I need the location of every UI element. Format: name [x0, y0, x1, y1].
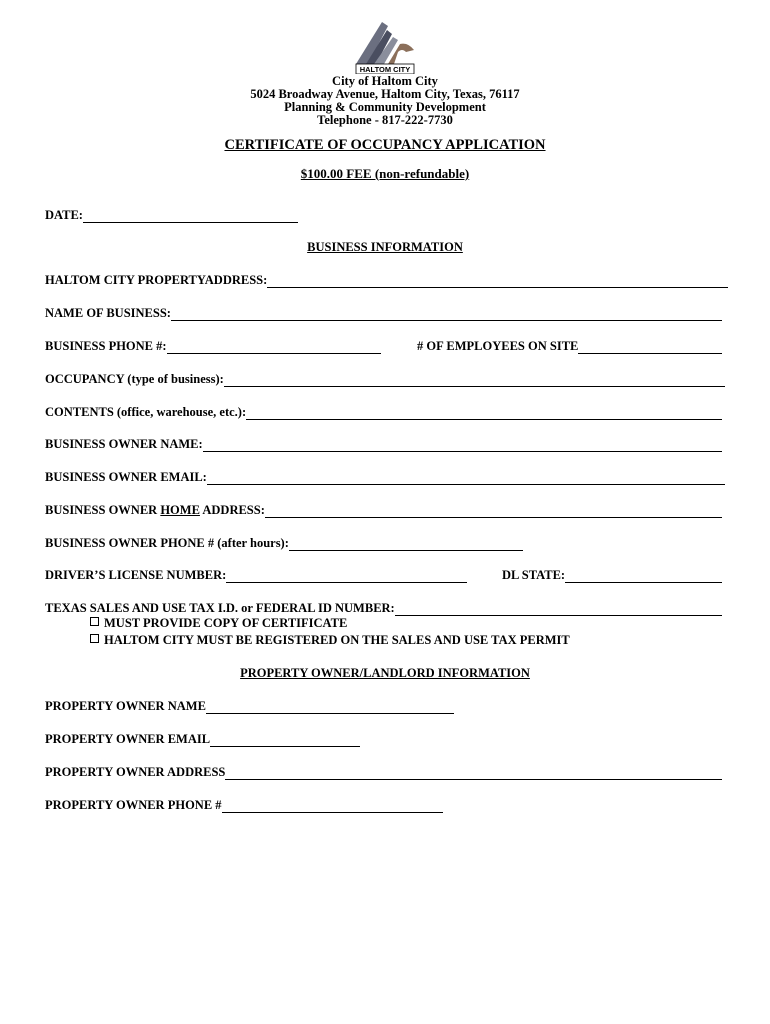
employees-field[interactable] [578, 341, 722, 354]
owner-email-row [45, 469, 722, 485]
department-name: Planning & Community Development [284, 100, 486, 114]
owner-name-field[interactable] [203, 439, 722, 452]
property-owner-name-field[interactable] [206, 701, 454, 714]
owner-phone-label: BUSINESS OWNER PHONE # (after hours): [45, 536, 289, 550]
occupancy-row [45, 371, 722, 387]
property-address-field[interactable] [267, 275, 728, 288]
checkbox[interactable] [90, 617, 99, 626]
owner-phone-field[interactable] [289, 538, 523, 551]
logo-text: HALTOM CITY [359, 65, 411, 74]
property-address-row [45, 272, 722, 288]
owner-name-row [45, 436, 722, 452]
form-title: CERTIFICATE OF OCCUPANCY APPLICATION [224, 137, 546, 153]
occupancy-label: OCCUPANCY (type of business): [45, 372, 224, 386]
dl-state-field[interactable] [565, 570, 722, 583]
drivers-license-label: DRIVER’S LICENSE NUMBER: [45, 568, 227, 582]
owner-email-field[interactable] [207, 472, 725, 485]
haltom-city-logo [354, 20, 416, 74]
city-address: 5024 Broadway Avenue, Haltom City, Texas, 76117 [250, 87, 520, 101]
owner-home-address-row [45, 502, 722, 518]
property-owner-email-row [45, 731, 722, 747]
fee-notice: $100.00 FEE (non-refundable) [300, 166, 470, 181]
checkbox[interactable] [90, 634, 99, 643]
contents-row [45, 404, 722, 420]
property-owner-phone-row [45, 797, 722, 813]
business-information-heading: BUSINESS INFORMATION [307, 240, 463, 254]
date-row [45, 207, 722, 223]
business-phone-label: BUSINESS PHONE #: [45, 339, 167, 353]
drivers-license-row [45, 567, 722, 583]
property-owner-name-label: PROPERTY OWNER NAME [45, 699, 206, 713]
checklist-item: MUST PROVIDE COPY OF CERTIFICATE [90, 616, 347, 631]
property-owner-address-row [45, 764, 722, 780]
property-owner-phone-label: PROPERTY OWNER PHONE # [45, 798, 222, 812]
date-field[interactable] [83, 210, 298, 223]
property-owner-phone-field[interactable] [222, 800, 443, 813]
business-name-label: NAME OF BUSINESS: [45, 306, 171, 320]
owner-home-address-label: BUSINESS OWNER HOME ADDRESS: [45, 503, 265, 517]
owner-phone-row [45, 535, 722, 551]
property-owner-address-field[interactable] [225, 767, 722, 780]
drivers-license-field[interactable] [226, 570, 467, 583]
employees-label: # OF EMPLOYEES ON SITE [417, 339, 579, 353]
owner-email-label: BUSINESS OWNER EMAIL: [45, 470, 207, 484]
property-owner-heading: PROPERTY OWNER/LANDLORD INFORMATION [240, 666, 530, 680]
occupancy-field[interactable] [224, 374, 725, 387]
logo-emblem-icon [354, 20, 416, 74]
tax-id-field[interactable] [395, 603, 722, 616]
dl-state-label: DL STATE: [502, 568, 566, 582]
telephone: Telephone - 817-222-7730 [317, 113, 453, 127]
business-name-field[interactable] [171, 308, 722, 321]
business-phone-field[interactable] [167, 341, 381, 354]
tax-id-label: TEXAS SALES AND USE TAX I.D. or FEDERAL ID NUMBER: [45, 601, 395, 615]
checklist-item: HALTOM CITY MUST BE REGISTERED ON THE SALES AND USE TAX PERMIT [90, 633, 570, 648]
contents-field[interactable] [246, 407, 722, 420]
owner-name-label: BUSINESS OWNER NAME: [45, 437, 203, 451]
property-address-label: HALTOM CITY PROPERTYADDRESS: [45, 273, 268, 287]
tax-id-row [45, 600, 722, 616]
owner-home-address-field[interactable] [265, 505, 722, 518]
date-label: DATE: [45, 208, 83, 222]
city-name: City of Haltom City [332, 74, 438, 88]
property-owner-name-row [45, 698, 722, 714]
business-name-row [45, 305, 722, 321]
contents-label: CONTENTS (office, warehouse, etc.): [45, 405, 247, 419]
property-owner-email-label: PROPERTY OWNER EMAIL [45, 732, 211, 746]
business-phone-row [45, 338, 722, 354]
property-owner-address-label: PROPERTY OWNER ADDRESS [45, 765, 226, 779]
property-owner-email-field[interactable] [210, 734, 360, 747]
